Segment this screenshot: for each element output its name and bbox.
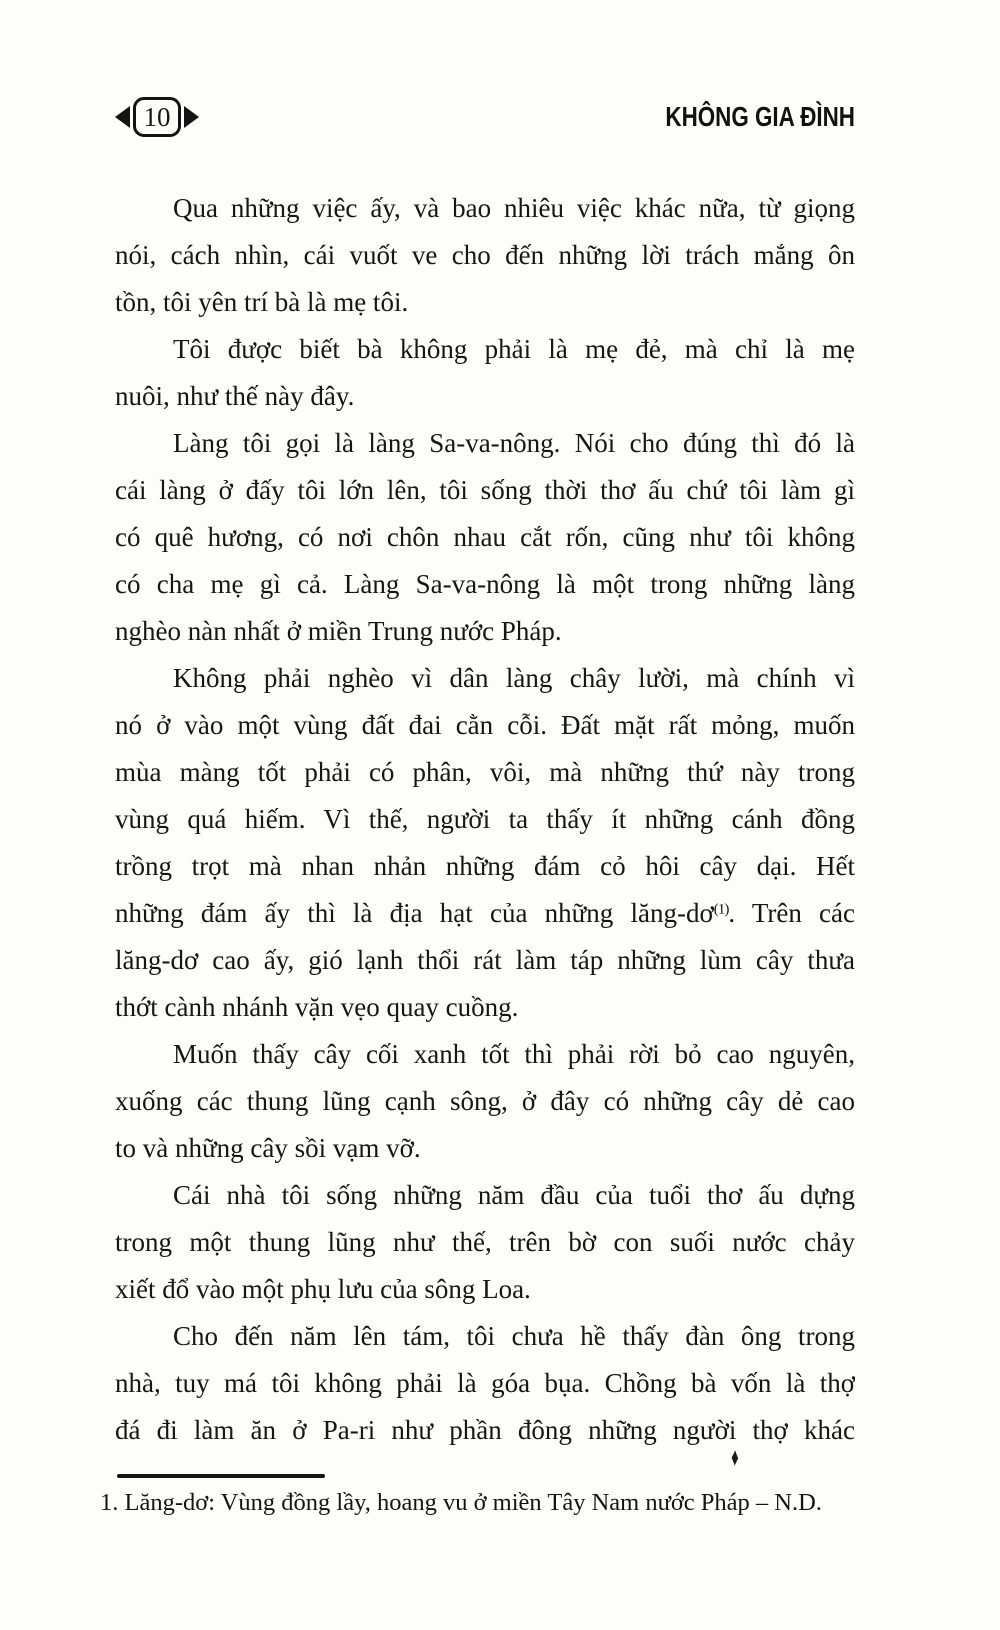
text-line: tồn, tôi yên trí bà là mẹ tôi. [115,287,409,317]
text-line: xuống các thung lũng cạnh sông, ở đây có những cây dẻ cao [115,1086,855,1116]
text-line: Cái nhà tôi sống những năm đầu của tuổi thơ ấu dựng [173,1180,855,1210]
text-line [115,890,855,937]
text-line: xiết đổ vào một phụ lưu của sông Loa. [115,1274,531,1304]
paragraph [115,185,855,326]
text-line: trồng trọt mà nhan nhản những đám cỏ hôi cây dại. Hết [115,851,855,881]
text-line: trong một thung lũng như thế, trên bờ con suối nước chảy [115,1227,855,1257]
text-line: Muốn thấy cây cối xanh tốt thì phải rời bỏ cao nguyên, [173,1039,855,1069]
paragraph [115,655,855,1031]
paragraph [115,326,855,420]
text-line: to và những cây sồi vạm vỡ. [115,1133,421,1163]
text-line: vùng quá hiếm. Vì thế, người ta thấy ít những cánh đồng [115,804,855,834]
footnote-rule [117,1474,325,1478]
text-line: nghèo nàn nhất ở miền Trung nước Pháp. [115,616,562,646]
text-line: Không phải nghèo vì dân làng chây lười, mà chính vì [173,663,855,693]
book-title: KHÔNG GIA ĐÌNH [665,101,855,132]
page-number-badge [115,97,199,137]
text-line: nói, cách nhìn, cái vuốt ve cho đến những lời trách mắng ôn [115,240,855,270]
page-number-box [133,97,181,137]
paragraph [115,1313,855,1454]
paragraph [115,1172,855,1313]
text-line: có quê hương, có nơi chôn nhau cắt rốn, cũng như tôi không [115,522,855,552]
text-line: Tôi được biết bà không phải là mẹ đẻ, mà chỉ là mẹ [173,334,855,364]
paragraph [115,1031,855,1172]
text-line: có cha mẹ gì cả. Làng Sa-va-nông là một trong những làng [115,569,855,599]
footnote-text: 1. Lăng-dơ: Vùng đồng lầy, hoang vu ở miền Tây Nam nước Pháp – N.D. [100,1489,822,1516]
text-segment: . Trên các [728,898,855,928]
footnote-reference: (1) [713,901,729,918]
right-arrow-icon [184,106,199,128]
text-line: Làng tôi gọi là làng Sa-va-nông. Nói cho đúng thì đó là [173,428,855,458]
page-header [115,94,855,140]
text-line: lăng-dơ cao ấy, gió lạnh thổi rát làm táp những lùm cây thưa [115,945,855,975]
text-line: Qua những việc ấy, và bao nhiêu việc khác nữa, từ giọng [173,193,855,223]
left-arrow-icon [115,106,130,128]
paragraph [115,420,855,655]
text-line: đá đi làm ăn ở Pa-ri như phần đông những người thợ khác [115,1415,855,1445]
text-line: thớt cành nhánh vặn vẹo quay cuồng. [115,992,519,1022]
page-number: 10 [143,101,171,132]
ink-mark-icon: ♦ [730,1444,740,1473]
text-line: nó ở vào một vùng đất đai cằn cỗi. Đất mặt rất mỏng, muốn [115,710,855,740]
text-line: Cho đến năm lên tám, tôi chưa hề thấy đàn ông trong [173,1321,855,1351]
text-line: nhà, tuy má tôi không phải là góa bụa. Chồng bà vốn là thợ [115,1368,855,1398]
text-line: nuôi, như thế này đây. [115,381,355,411]
text-line: mùa màng tốt phải có phân, vôi, mà những thứ này trong [115,757,855,787]
page-body [115,185,855,1454]
text-line: cái làng ở đấy tôi lớn lên, tôi sống thời thơ ấu chứ tôi làm gì [115,475,855,505]
text-segment: những đám ấy thì là địa hạt của những lăng-dơ [115,898,714,928]
